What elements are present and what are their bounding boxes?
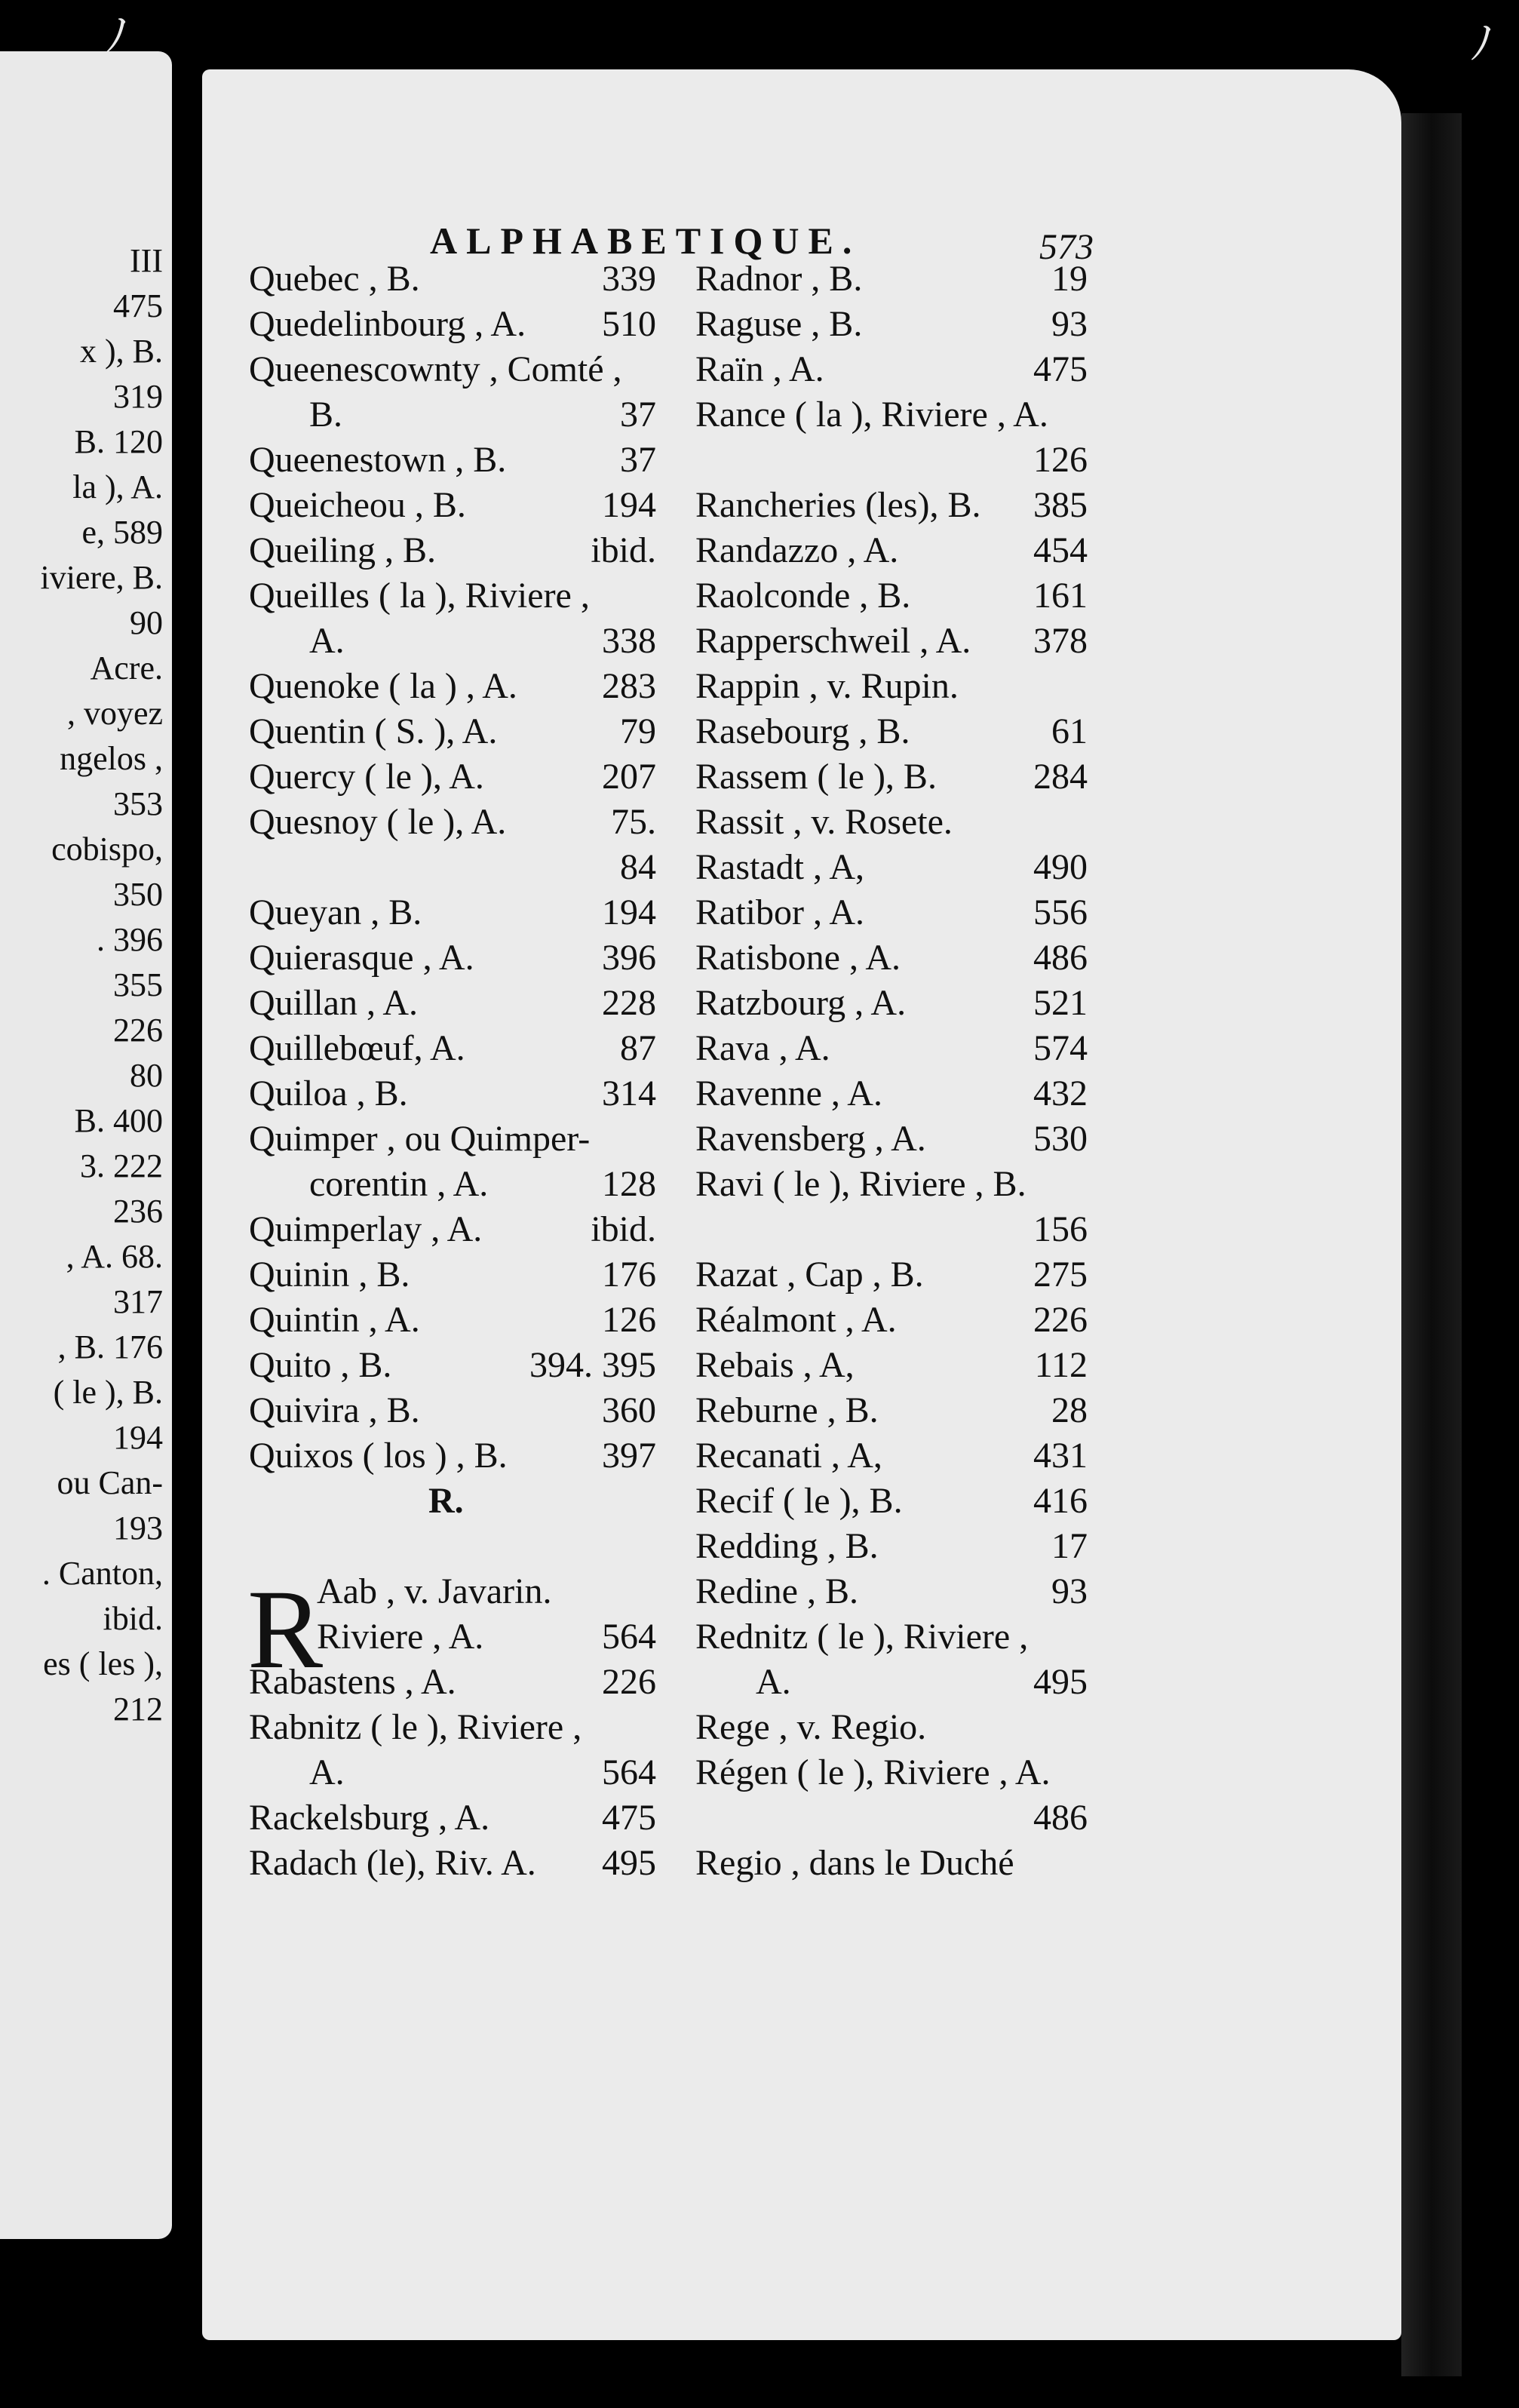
entry-page: 338	[602, 621, 656, 661]
entry-page: 194	[602, 485, 656, 525]
index-entry	[695, 528, 1088, 573]
index-entry	[249, 1479, 656, 1524]
entry-page: 431	[1033, 1436, 1088, 1476]
entry-term: Reburne , B.	[695, 1390, 879, 1430]
entry-page: 495	[1033, 1662, 1088, 1702]
entry-page: 156	[1033, 1209, 1088, 1249]
entry-term: Randazzo , A.	[695, 530, 899, 570]
entry-term: corentin , A.	[309, 1164, 489, 1204]
index-entry	[695, 935, 1088, 981]
entry-page: 360	[602, 1390, 656, 1430]
entry-term: Rackelsburg , A.	[249, 1798, 490, 1838]
index-entry	[695, 890, 1088, 935]
index-entry	[695, 1705, 1088, 1750]
entry-term: Quixos ( los ) , B.	[249, 1436, 508, 1476]
entry-term: Ravensberg , A.	[695, 1119, 926, 1159]
left-page-line: 226	[113, 1012, 163, 1049]
index-entry	[695, 1026, 1088, 1071]
left-page-line: 3. 222	[80, 1147, 163, 1184]
index-entry	[249, 1388, 656, 1433]
entry-term: Redding , B.	[695, 1526, 879, 1566]
index-entry	[249, 1298, 656, 1343]
index-entry	[249, 1116, 656, 1162]
entry-page: 93	[1051, 304, 1088, 344]
left-page-line: ( le ), B.	[53, 1374, 163, 1411]
index-entry	[695, 1750, 1088, 1795]
entry-term: Quintin , A.	[249, 1300, 420, 1340]
entry-page: 161	[1033, 576, 1088, 616]
entry-page: 283	[602, 666, 656, 706]
left-page-line: B. 120	[74, 423, 163, 460]
entry-page: 454	[1033, 530, 1088, 570]
index-entry	[695, 619, 1088, 664]
index-entry	[695, 1795, 1088, 1841]
index-entry	[249, 1524, 656, 1569]
index-entry	[249, 1705, 656, 1750]
left-page-line: 475	[113, 287, 163, 324]
entry-page: 556	[1033, 892, 1088, 932]
left-page-line: , B. 176	[57, 1328, 163, 1365]
index-entry	[249, 754, 656, 800]
entry-page: 397	[602, 1436, 656, 1476]
entry-term: Rebais , A,	[695, 1345, 855, 1385]
drop-cap: R	[247, 1567, 324, 1692]
index-entry	[695, 302, 1088, 347]
index-entry	[695, 754, 1088, 800]
entry-term: Raguse , B.	[695, 304, 863, 344]
entry-term: Ratibor , A.	[695, 892, 864, 932]
left-page-line: 353	[113, 785, 163, 822]
entry-term: Rabastens , A.	[249, 1662, 456, 1702]
index-entry	[249, 1569, 656, 1614]
entry-term: Quenoke ( la ) , A.	[249, 666, 517, 706]
index-entry	[249, 1750, 656, 1795]
entry-term: A.	[756, 1662, 791, 1702]
index-entry	[249, 981, 656, 1026]
entry-term: Quedelinbourg , A.	[249, 304, 526, 344]
entry-page: 475	[602, 1798, 656, 1838]
entry-page: 432	[1033, 1073, 1088, 1113]
index-entry	[249, 256, 656, 302]
entry-page: 84	[620, 847, 656, 887]
index-entry	[249, 302, 656, 347]
entry-page: 530	[1033, 1119, 1088, 1159]
index-entry	[249, 573, 656, 619]
index-entry	[695, 1252, 1088, 1298]
entry-page: 564	[602, 1617, 656, 1657]
entry-term: Quebec , B.	[249, 259, 420, 299]
entry-term: R.	[428, 1481, 464, 1521]
left-page-line: B. 400	[74, 1102, 163, 1139]
entry-page: ibid.	[591, 1209, 656, 1249]
entry-page: 126	[1033, 440, 1088, 480]
entry-term: Razat , Cap , B.	[695, 1255, 924, 1295]
index-entry	[695, 1298, 1088, 1343]
entry-page: 416	[1033, 1481, 1088, 1521]
index-entry	[695, 709, 1088, 754]
index-entry	[695, 256, 1088, 302]
page-number: 573	[1039, 227, 1094, 267]
index-entry	[695, 1388, 1088, 1433]
entry-page: 75.	[611, 802, 656, 842]
entry-term: Rava , A.	[695, 1028, 830, 1068]
index-entry	[249, 664, 656, 709]
index-entry	[695, 392, 1088, 438]
entry-term: Ravi ( le ), Riviere , B.	[695, 1164, 1026, 1204]
entry-page: 495	[602, 1843, 656, 1883]
index-entry	[695, 1116, 1088, 1162]
index-entry	[695, 573, 1088, 619]
entry-term: Regio , dans le Duché	[695, 1843, 1014, 1883]
index-entry	[695, 1162, 1088, 1207]
entry-term: Rancheries (les), B.	[695, 485, 981, 525]
index-entry	[695, 1841, 1088, 1886]
entry-term: Quito , B.	[249, 1345, 392, 1385]
left-page-line: 350	[113, 876, 163, 913]
entry-term: Rapperschweil , A.	[695, 621, 971, 661]
left-page-line: 90	[130, 604, 163, 641]
left-page-line: 212	[113, 1691, 163, 1728]
index-entry	[249, 1162, 656, 1207]
left-page-line: 80	[130, 1057, 163, 1094]
index-entry	[249, 347, 656, 392]
index-entry	[249, 528, 656, 573]
index-entry	[695, 1071, 1088, 1116]
index-entry	[695, 1207, 1088, 1252]
left-page-line: 193	[113, 1510, 163, 1546]
index-entry	[249, 1026, 656, 1071]
entry-term: Quentin ( S. ), A.	[249, 711, 498, 751]
entry-term: A.	[309, 621, 345, 661]
index-entry	[249, 845, 656, 890]
left-page-line: 194	[113, 1419, 163, 1456]
entry-page: 28	[1051, 1390, 1088, 1430]
entry-page: 510	[602, 304, 656, 344]
entry-term: Quimper , ou Quimper-	[249, 1119, 591, 1159]
index-entry	[695, 1343, 1088, 1388]
entry-page: 37	[620, 395, 656, 435]
entry-page: 87	[620, 1028, 656, 1068]
corner-mark: ﾉ	[1471, 19, 1493, 69]
entry-term: Queiling , B.	[249, 530, 436, 570]
index-entry	[249, 1252, 656, 1298]
entry-term: Quillebœuf, A.	[249, 1028, 465, 1068]
entry-term: Recanati , A,	[695, 1436, 882, 1476]
entry-page: 378	[1033, 621, 1088, 661]
left-page-line: . Canton,	[41, 1555, 163, 1592]
corner-mark: ﾉ	[106, 11, 128, 61]
index-entry	[249, 619, 656, 664]
entry-term: A.	[309, 1752, 345, 1792]
left-page-line: x ), B.	[80, 333, 163, 370]
entry-page: 314	[602, 1073, 656, 1113]
entry-term: Riviere , A.	[317, 1617, 484, 1657]
index-entry	[249, 1343, 656, 1388]
index-entry	[695, 981, 1088, 1026]
entry-page: 564	[602, 1752, 656, 1792]
entry-page: 574	[1033, 1028, 1088, 1068]
index-entry	[695, 347, 1088, 392]
index-entry	[249, 1841, 656, 1886]
index-entry	[249, 935, 656, 981]
index-entry	[695, 845, 1088, 890]
entry-term: Raïn , A.	[695, 349, 824, 389]
index-column-left	[249, 256, 656, 1886]
entry-page: 93	[1051, 1571, 1088, 1611]
index-entry	[249, 1207, 656, 1252]
entry-term: Ravenne , A.	[695, 1073, 882, 1113]
entry-term: Quivira , B.	[249, 1390, 420, 1430]
left-page-line: Acre.	[90, 650, 163, 686]
left-page-line: es ( les ),	[43, 1645, 163, 1682]
entry-term: Rastadt , A,	[695, 847, 864, 887]
index-entry	[695, 438, 1088, 483]
index-entry	[695, 483, 1088, 528]
entry-term: Quierasque , A.	[249, 938, 474, 978]
entry-term: Radnor , B.	[695, 259, 863, 299]
entry-term: Queyan , B.	[249, 892, 422, 932]
entry-term: Quesnoy ( le ), A.	[249, 802, 507, 842]
left-page-line: la ), A.	[72, 468, 163, 505]
index-entry	[249, 1433, 656, 1479]
left-page-line: 319	[113, 378, 163, 415]
entry-page: 226	[602, 1662, 656, 1702]
entry-term: Redine , B.	[695, 1571, 858, 1611]
entry-term: Rance ( la ), Riviere , A.	[695, 395, 1048, 435]
entry-page: 126	[602, 1300, 656, 1340]
index-entry	[249, 1614, 656, 1660]
entry-page: 490	[1033, 847, 1088, 887]
entry-page: 475	[1033, 349, 1088, 389]
left-page-line: ou Can-	[57, 1464, 163, 1501]
index-entry	[249, 1795, 656, 1841]
book-gutter	[172, 0, 204, 2408]
entry-page: 37	[620, 440, 656, 480]
entry-page: 207	[602, 757, 656, 797]
entry-page: 17	[1051, 1526, 1088, 1566]
index-entry	[695, 800, 1088, 845]
entry-page: 284	[1033, 757, 1088, 797]
index-entry	[249, 890, 656, 935]
left-page-line: . 396	[97, 921, 163, 958]
entry-term: Queenestown , B.	[249, 440, 507, 480]
index-entry	[695, 1660, 1088, 1705]
left-page-line: 355	[113, 966, 163, 1003]
entry-term: Quinin , B.	[249, 1255, 410, 1295]
entry-page: 61	[1051, 711, 1088, 751]
left-page-line: , voyez	[66, 695, 163, 732]
index-entry	[695, 1614, 1088, 1660]
entry-page: 112	[1034, 1345, 1088, 1385]
index-entry	[695, 1433, 1088, 1479]
left-page-line: ngelos ,	[60, 740, 163, 777]
entry-term: Rassit , v. Rosete.	[695, 802, 953, 842]
entry-page: 521	[1033, 983, 1088, 1023]
left-page-line: iviere, B.	[40, 559, 163, 596]
index-entry	[695, 664, 1088, 709]
entry-page: 385	[1033, 485, 1088, 525]
running-head: ALPHABETIQUE.	[430, 220, 861, 262]
entry-term: Quiloa , B.	[249, 1073, 408, 1113]
entry-page: 339	[602, 259, 656, 299]
entry-page: 275	[1033, 1255, 1088, 1295]
entry-page: 79	[620, 711, 656, 751]
entry-term: B.	[309, 395, 343, 435]
left-page-line: 317	[113, 1283, 163, 1320]
left-page-line: , A. 68.	[66, 1238, 163, 1275]
index-entry	[695, 1569, 1088, 1614]
entry-page: 176	[602, 1255, 656, 1295]
index-entry	[249, 1660, 656, 1705]
entry-term: Queenescownty , Comté ,	[249, 349, 622, 389]
entry-term: Rassem ( le ), B.	[695, 757, 937, 797]
index-column-right	[695, 256, 1088, 1886]
left-page-line: III	[130, 242, 163, 279]
entry-term: Ratzbourg , A.	[695, 983, 907, 1023]
index-entry	[695, 1479, 1088, 1524]
entry-term: Queilles ( la ), Riviere ,	[249, 576, 590, 616]
entry-term: Régen ( le ), Riviere , A.	[695, 1752, 1051, 1792]
index-entry	[249, 483, 656, 528]
entry-page: 394. 395	[529, 1345, 656, 1385]
entry-term: Radach (le), Riv. A.	[249, 1843, 536, 1883]
page-edge-shadow	[1401, 113, 1462, 2376]
entry-term: Rabnitz ( le ), Riviere ,	[249, 1707, 582, 1747]
entry-term: Quimperlay , A.	[249, 1209, 483, 1249]
entry-term: Rappin , v. Rupin.	[695, 666, 959, 706]
index-entry	[249, 438, 656, 483]
left-page-line: 236	[113, 1193, 163, 1230]
entry-page: 396	[602, 938, 656, 978]
index-entry	[249, 392, 656, 438]
index-entry	[249, 1071, 656, 1116]
left-page-fragment	[0, 51, 172, 2239]
entry-term: Rasebourg , B.	[695, 711, 910, 751]
entry-term: Réalmont , A.	[695, 1300, 897, 1340]
entry-page: 486	[1033, 1798, 1088, 1838]
entry-page: 226	[1033, 1300, 1088, 1340]
left-page-line: ibid.	[103, 1600, 163, 1637]
entry-term: Rednitz ( le ), Riviere ,	[695, 1617, 1029, 1657]
entry-page: 19	[1051, 259, 1088, 299]
entry-term: Ratisbone , A.	[695, 938, 901, 978]
index-entry	[249, 800, 656, 845]
left-page-line: e, 589	[81, 514, 163, 551]
entry-term: Rege , v. Regio.	[695, 1707, 927, 1747]
entry-term: Quillan , A.	[249, 983, 418, 1023]
entry-page: 128	[602, 1164, 656, 1204]
left-page-line: cobispo,	[51, 831, 163, 868]
entry-page: 194	[602, 892, 656, 932]
index-entry	[249, 709, 656, 754]
entry-page: 486	[1033, 938, 1088, 978]
entry-term: Recif ( le ), B.	[695, 1481, 903, 1521]
entry-term: Aab , v. Javarin.	[317, 1571, 552, 1611]
entry-term: Queicheou , B.	[249, 485, 466, 525]
entry-page: ibid.	[591, 530, 656, 570]
index-entry	[695, 1524, 1088, 1569]
entry-page: 228	[602, 983, 656, 1023]
entry-term: Raolconde , B.	[695, 576, 911, 616]
entry-term: Quercy ( le ), A.	[249, 757, 484, 797]
